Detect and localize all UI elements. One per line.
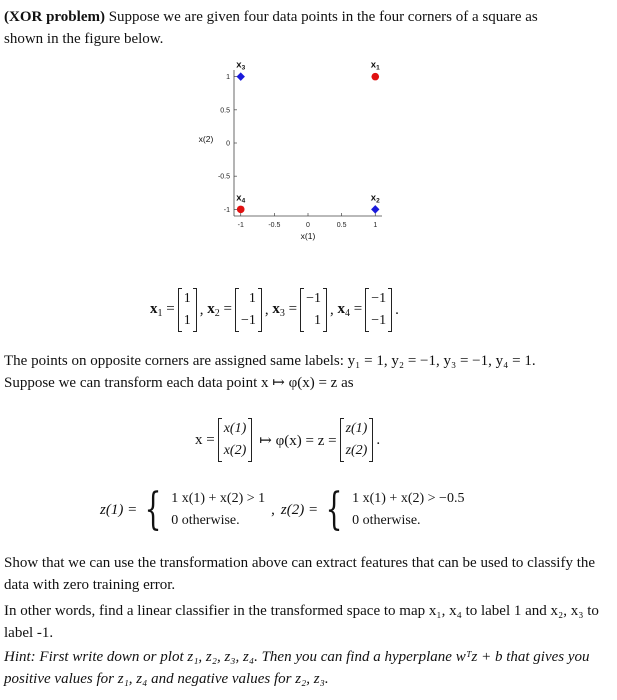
point-x3 [237, 72, 245, 80]
labels-text: The points on opposite corners are assigned same labels: y₁ = 1, y₂ = −1, y₃ = −1, y₄ = 1. [4, 353, 536, 369]
intro-text-2: shown in the figure below. [4, 31, 164, 47]
z1-lhs: z(1) = [100, 501, 138, 518]
x-axis-label: x(1) [300, 231, 316, 241]
map-lhs: x = [195, 431, 215, 448]
xor-scatter-plot [196, 56, 396, 256]
other-words-paragraph [4, 600, 612, 644]
y-tick-label: 0.5 [220, 107, 230, 115]
point-x1 [371, 73, 379, 81]
vector-x1-label: $x_1$ = [150, 301, 175, 319]
point-label-x2: $x_2$ [370, 192, 380, 205]
other-words-text: In other words, find a linear classifier in the transformed space to map x₁, x₄ to label 1 and x₂, x₃ to label -1. [4, 603, 599, 641]
x-tick-label: -1 [237, 222, 244, 229]
show-paragraph [4, 552, 612, 596]
transform-text: Suppose we can transform each data point x ↦ φ(x) = z as [4, 375, 354, 391]
vector-x1: 1 1 [178, 288, 197, 332]
point-x4 [237, 206, 245, 214]
y-tick-label: -1 [223, 206, 230, 214]
hint-paragraph [4, 646, 612, 690]
intro-paragraph [4, 6, 612, 50]
x-tick-label: 0 [306, 222, 310, 229]
mapping-equation: x = x(1) x(2) ↦ φ(x) = z = z(1) z(2) . [195, 418, 380, 462]
hint-text: First write down or plot z₁, z₂, z₃, z₄. Then you can find a hyperplane wᵀz + b that gives you positive values for z₁, z₄ and negative values for z₂, z₃. [4, 649, 590, 687]
point-label-x3: $x_3$ [236, 59, 246, 72]
hint-label: Hint: [4, 649, 36, 665]
vector-x3: −1 1 [300, 288, 327, 332]
point-label-x4: $x_4$ [236, 192, 246, 205]
x-tick-label: 1 [373, 222, 378, 229]
z2-cases: 1 x(1) + x(2) > −0.5 0 otherwise. [352, 491, 465, 528]
vector-x3-label: $x_3$ = [272, 301, 298, 319]
input-vector: x(1) x(2) [218, 418, 253, 462]
vector-x4-label: $x_4$ = [337, 301, 363, 319]
feature-vector: z(1) z(2) [340, 418, 374, 462]
vector-x4: −1 −1 [365, 288, 392, 332]
vector-x2-label: $x_2$ = [207, 301, 232, 319]
y-tick-label: 1 [226, 74, 230, 82]
z1-cases: 1 x(1) + x(2) > 1 0 otherwise. [171, 491, 266, 528]
y-tick-label: -0.5 [217, 173, 230, 181]
point-x2 [371, 205, 379, 213]
piecewise-definitions: z(1) = { 1 x(1) + x(2) > 1 0 otherwise. , z(2) = { 1 x(1) + x(2) > −0.5 0 otherwise. [100, 484, 465, 535]
labels-paragraph [4, 350, 612, 394]
x-tick-label: 0.5 [336, 222, 347, 229]
point-label-x1: $x_1$ [370, 59, 380, 72]
x-tick-label: -0.5 [268, 222, 281, 229]
vector-x2: 1 −1 [235, 288, 262, 332]
problem-title: (XOR problem) [4, 9, 105, 25]
intro-text-1: Suppose we are given four data points in the four corners of a square as [108, 9, 538, 25]
y-axis-label: x(2) [198, 134, 214, 144]
vector-definitions: $x_1$ = 1 1 , $x_2$ = 1 −1 , $x_3$ = −1 1 , $x_4$ = −1 −1 . [150, 288, 399, 332]
map-middle: ↦ φ(x) = z = [259, 432, 337, 449]
y-tick-label: 0 [226, 140, 230, 148]
show-text: Show that we can use the transformation above can extract features that can be used to classify the data with zero training error. [4, 555, 596, 593]
z2-lhs: z(2) = [280, 501, 319, 518]
